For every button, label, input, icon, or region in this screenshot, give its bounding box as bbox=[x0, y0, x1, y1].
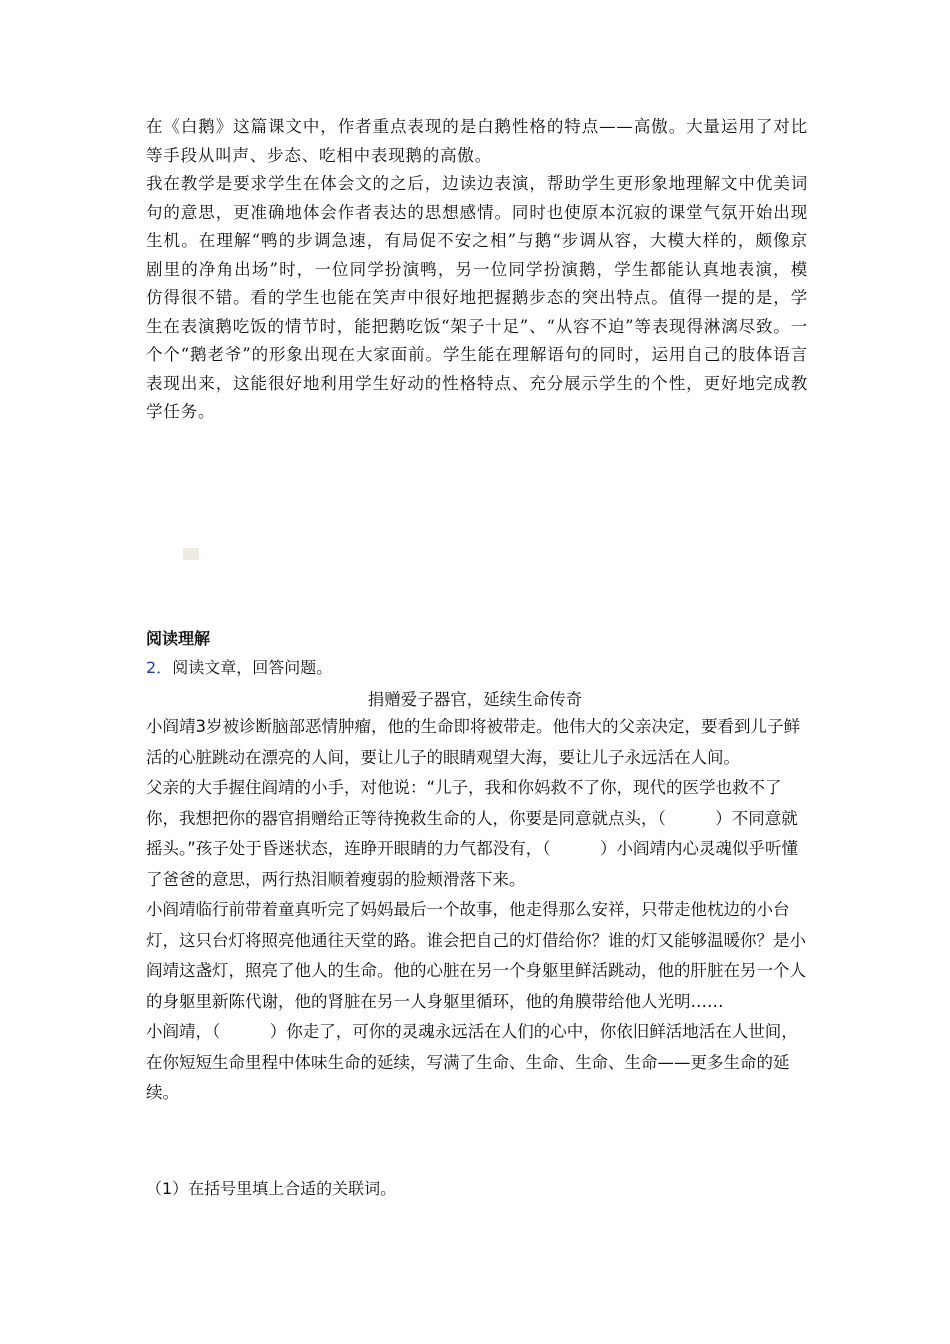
section-title: 阅读理解 bbox=[146, 629, 211, 648]
article-paragraph: 小阎靖临行前带着童真听完了妈妈最后一个故事，他走得那么安祥，只带走他枕边的小台灯，这只台灯将照亮他通往天堂的路。谁会把自己的灯借给你？谁的灯又能够温暖你？是小阎靖这盏灯，照亮了他人的生命。他的心脏在另一个身躯里鲜活跳动，他的肝脏在另一个人的身躯里新陈代谢，他的肾脏在另一人身躯里循环，他的角膜带给他人光明…… bbox=[146, 900, 806, 1011]
article-body bbox=[146, 712, 810, 1109]
lesson-reflection-passage bbox=[146, 113, 808, 427]
article-paragraph: 父亲的大手握住阎靖的小手，对他说：“儿子，我和你妈救不了你，现代的医学也救不了你，我想把你的器官捐赠给正等待挽救生命的人，你要是同意就点头，（ ）不同意就摇头。”孩子处于昏迷状态，连睁开眼睛的力气都没有，（ ）小阎靖内心灵魂似乎听懂了爸爸的意思，两行热泪顺着瘦弱的脸颊滑落下来。 bbox=[146, 778, 799, 889]
sub-question: （1）在括号里填上合适的关联词。 bbox=[146, 1179, 397, 1198]
passage-paragraph: 在《白鹅》这篇课文中，作者重点表现的是白鹅性格的特点——高傲。大量运用了对比等手段从叫声、步态、吃相中表现鹅的高傲。 bbox=[146, 117, 808, 165]
decorative-mark bbox=[183, 548, 199, 560]
question-heading bbox=[146, 655, 332, 678]
question-text: 阅读文章，回答问题。 bbox=[172, 658, 333, 677]
article-paragraph: 小阎靖，（ ）你走了，可你的灵魂永远活在人们的心中，你依旧鲜活地活在人世间，在你短短生命里程中体味生命的延续，写满了生命、生命、生命、生命——更多生命的延续。 bbox=[146, 1022, 798, 1102]
article-paragraph: 小阎靖3岁被诊断脑部恶情肿瘤，他的生命即将被带走。他伟大的父亲决定，要看到儿子鲜活的心脏跳动在漂亮的人间，要让儿子的眼睛观望大海，要让儿子永远活在人间。 bbox=[146, 717, 800, 767]
passage-paragraph: 我在教学是要求学生在体会文的之后，边读边表演，帮助学生更形象地理解文中优美词句的意思，更准确地体会作者表达的思想感情。同时也使原本沉寂的课堂气氛开始出现生机。在理解“鸭的步调急速，有局促不安之相”与鹅“步调从容，大模大样的，颇像京剧里的净角出场”时，一位同学扮演鸭，另一位同学扮演鹅，学生都能认真地表演，模仿得很不错。看的学生也能在笑声中很好地把握鹅步态的突出特点。值得一提的是，学生在表演鹅吃饭的情节时，能把鹅吃饭“架子十足”、“从容不迫”等表现得淋漓尽致。一个个“鹅老爷”的形象出现在大家面前。学生能在理解语句的同时，运用自己的肢体语言表现出来，这能很好地利用学生好动的性格特点、充分展示学生的个性，更好地完成教学任务。 bbox=[146, 174, 808, 421]
article-title: 捐赠爱子器官，延续生命传奇 bbox=[367, 690, 583, 709]
question-number: 2． bbox=[146, 658, 173, 677]
